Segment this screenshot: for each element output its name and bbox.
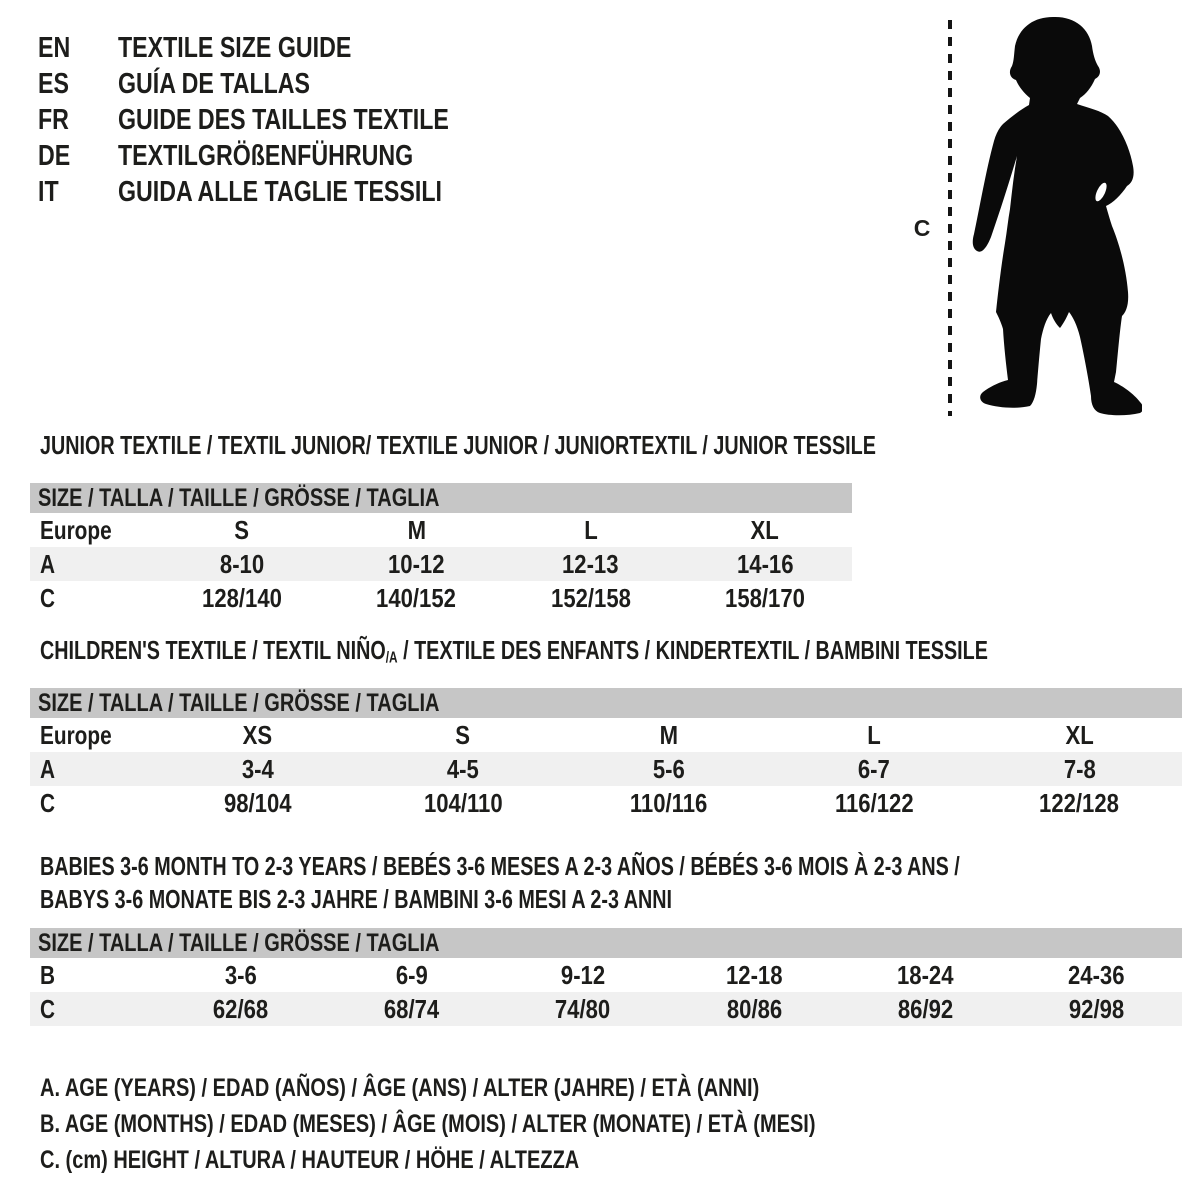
table-cell: 4-5 — [447, 754, 480, 784]
row-label: Europe — [40, 720, 112, 750]
babies-title-line1: BABIES 3-6 MONTH TO 2-3 YEARS / BEBÉS 3-6 MESES A 2-3 AÑOS / BÉBÉS 3-6 MOIS À 2-3 ANS / — [40, 851, 960, 881]
table-row-height — [30, 992, 1182, 1026]
legend-line-b: B. AGE (MONTHS) / EDAD (MESES) / ÂGE (MOIS) / ALTER (MONATE) / ETÀ (MESI) — [40, 1110, 816, 1138]
table-cell: 80/86 — [726, 994, 782, 1024]
table-cell: L — [867, 720, 881, 750]
junior-size-table — [30, 483, 852, 615]
language-row-fr — [38, 102, 532, 138]
table-cell: 14-16 — [736, 549, 794, 579]
guide-title-fr: GUIDE DES TAILLES TEXTILE — [118, 104, 449, 136]
table-cell: XL — [1065, 720, 1094, 750]
table-cell: 98/104 — [223, 788, 292, 818]
table-cell: S — [455, 720, 471, 750]
table-row-height — [30, 786, 1182, 820]
table-cell: 8-10 — [219, 549, 265, 579]
language-row-de — [38, 138, 532, 174]
language-row-it — [38, 174, 532, 210]
language-title-block — [38, 30, 532, 210]
guide-title-it: GUIDA ALLE TAGLIE TESSILI — [118, 176, 442, 208]
nino-a-subscript: /A — [385, 649, 398, 667]
table-cell: 10-12 — [388, 549, 445, 579]
table-cell: 140/152 — [376, 583, 457, 613]
table-cell: 62/68 — [212, 994, 269, 1024]
table-cell: 104/110 — [423, 788, 503, 818]
row-label: C — [40, 994, 56, 1024]
table-cell: 6-9 — [395, 960, 428, 990]
row-label: C — [40, 583, 56, 613]
table-cell: 18-24 — [897, 960, 954, 990]
table-row-months — [30, 958, 1182, 992]
language-code: EN — [38, 32, 71, 64]
dashed-measure-line — [948, 20, 952, 416]
table-cell: 158/170 — [724, 583, 805, 613]
table-cell: 68/74 — [384, 994, 440, 1024]
height-measure-figure — [900, 14, 1150, 420]
babies-size-table — [30, 928, 1182, 1026]
table-cell: 116/122 — [834, 788, 914, 818]
table-cell: 122/128 — [1039, 788, 1120, 818]
table-cell: XS — [242, 720, 273, 750]
table-cell: 24-36 — [1068, 960, 1125, 990]
babies-section-title — [40, 850, 1200, 916]
table-cell: 74/80 — [555, 994, 611, 1024]
measurement-legend — [40, 1070, 1009, 1178]
table-cell: 3-4 — [241, 754, 274, 784]
row-label: Europe — [40, 515, 112, 545]
table-row-height — [30, 581, 852, 615]
table-row-europe — [30, 513, 852, 547]
table-cell: 110/116 — [629, 788, 708, 818]
junior-section-title: JUNIOR TEXTILE / TEXTIL JUNIOR/ TEXTILE JUNIOR / JUNIORTEXTIL / JUNIOR TESSILE — [40, 430, 876, 460]
table-cell: M — [659, 720, 678, 750]
table-cell: 152/158 — [550, 583, 631, 613]
table-cell: 12-18 — [725, 960, 783, 990]
children-size-table — [30, 688, 1182, 820]
table-cell: 128/140 — [202, 583, 283, 613]
babies-title-line2: BABYS 3-6 MONATE BIS 2-3 JAHRE / BAMBINI 3-6 MESI A 2-3 ANNI — [40, 884, 673, 914]
size-header-band: SIZE / TALLA / TAILLE / GRÖSSE / TAGLIA — [30, 688, 1182, 718]
table-cell: 7-8 — [1063, 754, 1096, 784]
row-label: A — [40, 549, 56, 579]
table-cell: 9-12 — [560, 960, 606, 990]
guide-title-es: GUÍA DE TALLAS — [118, 68, 311, 100]
table-row-europe — [30, 718, 1182, 752]
language-row-es — [38, 66, 532, 102]
table-cell: 12-13 — [562, 549, 619, 579]
table-cell: 92/98 — [1068, 994, 1125, 1024]
guide-title-de: TEXTILGRÖßENFÜHRUNG — [118, 140, 414, 172]
table-cell: S — [234, 515, 250, 545]
row-label: A — [40, 754, 56, 784]
language-code: ES — [38, 68, 69, 100]
row-label: C — [40, 788, 56, 818]
legend-line-c: C. (cm) HEIGHT / ALTURA / HAUTEUR / HÖHE / ALTEZZA — [40, 1146, 580, 1174]
size-header-band: SIZE / TALLA / TAILLE / GRÖSSE / TAGLIA — [30, 928, 1182, 958]
table-cell: 3-6 — [224, 960, 257, 990]
table-cell: XL — [750, 515, 779, 545]
table-row-age — [30, 752, 1182, 786]
table-cell: L — [583, 515, 598, 545]
children-section-title: CHILDREN'S TEXTILE / TEXTIL $NIÑO_{/A}$ / TEXTILE DES ENFANTS / KINDERTEXTIL / BAMBINI TESSILE — [40, 635, 988, 667]
row-label: B — [40, 960, 56, 990]
language-code: DE — [38, 140, 71, 172]
language-row-en — [38, 30, 532, 66]
toddler-silhouette-image — [970, 15, 1142, 419]
language-code: IT — [38, 176, 59, 208]
guide-title-en: TEXTILE SIZE GUIDE — [118, 32, 352, 64]
table-cell: 86/92 — [897, 994, 953, 1024]
measure-c-label: C — [913, 215, 931, 241]
table-cell: M — [407, 515, 426, 545]
size-header-band: SIZE / TALLA / TAILLE / GRÖSSE / TAGLIA — [30, 483, 852, 513]
table-row-age — [30, 547, 852, 581]
table-cell: 6-7 — [857, 754, 890, 784]
language-code: FR — [38, 104, 69, 136]
table-cell: 5-6 — [652, 754, 685, 784]
legend-line-a: A. AGE (YEARS) / EDAD (AÑOS) / ÂGE (ANS) / ALTER (JAHRE) / ETÀ (ANNI) — [40, 1074, 760, 1102]
